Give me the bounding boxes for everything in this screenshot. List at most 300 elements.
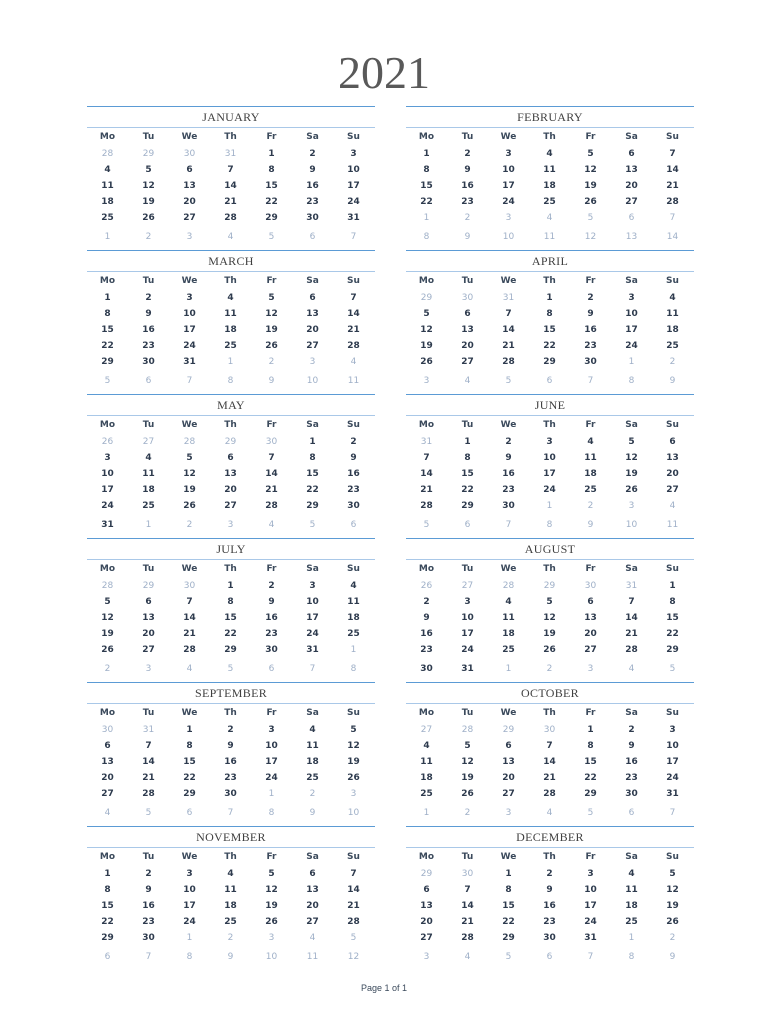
day-cell: 12 bbox=[461, 757, 474, 767]
day-cell: 11 bbox=[142, 469, 155, 479]
day-cell: 31 bbox=[306, 645, 319, 655]
adjacent-month-day: 3 bbox=[423, 376, 430, 386]
day-cell: 9 bbox=[628, 741, 635, 751]
day-cell: 7 bbox=[464, 885, 471, 895]
day-cell: 28 bbox=[461, 933, 474, 943]
adjacent-month-day: 7 bbox=[505, 520, 512, 530]
weekday-label: Fr bbox=[585, 564, 596, 574]
week-row bbox=[87, 290, 375, 306]
month-name: JULY bbox=[87, 538, 375, 560]
day-cell: 23 bbox=[142, 341, 155, 351]
adjacent-month-day: 3 bbox=[505, 808, 512, 818]
day-cell: 17 bbox=[666, 757, 679, 767]
weekday-label: Fr bbox=[585, 132, 596, 142]
weekday-label: Th bbox=[224, 276, 237, 286]
week-row bbox=[87, 578, 375, 594]
day-cell: 9 bbox=[350, 453, 357, 463]
month-name: JUNE bbox=[406, 394, 694, 416]
weekday-label: Mo bbox=[99, 276, 116, 286]
weekday-label: Su bbox=[666, 420, 679, 430]
adjacent-month-day: 28 bbox=[101, 581, 114, 591]
day-cell: 17 bbox=[265, 757, 278, 767]
day-cell: 16 bbox=[224, 757, 237, 767]
day-cell: 3 bbox=[669, 725, 676, 735]
day-cell: 4 bbox=[546, 149, 553, 159]
day-cell: 21 bbox=[224, 197, 237, 207]
adjacent-month-day: 2 bbox=[669, 933, 676, 943]
adjacent-month-day: 1 bbox=[186, 933, 193, 943]
day-cell: 18 bbox=[306, 757, 319, 767]
adjacent-month-day: 29 bbox=[420, 293, 433, 303]
day-cell: 3 bbox=[587, 869, 594, 879]
day-cell: 22 bbox=[543, 341, 556, 351]
day-cell: 26 bbox=[625, 485, 638, 495]
day-cell: 14 bbox=[265, 469, 278, 479]
day-cell: 27 bbox=[142, 645, 155, 655]
day-cell: 3 bbox=[104, 453, 111, 463]
day-cell: 24 bbox=[183, 917, 196, 927]
day-cell: 1 bbox=[186, 725, 193, 735]
adjacent-month-day: 7 bbox=[186, 376, 193, 386]
day-cell: 27 bbox=[502, 789, 515, 799]
month-february bbox=[406, 106, 694, 250]
weeks bbox=[406, 578, 694, 677]
day-cell: 18 bbox=[142, 485, 155, 495]
adjacent-month-day: 6 bbox=[268, 664, 275, 674]
weekday-label: Sa bbox=[625, 276, 638, 286]
day-cell: 10 bbox=[502, 165, 515, 175]
day-cell: 12 bbox=[101, 613, 114, 623]
day-cell: 28 bbox=[347, 917, 360, 927]
day-cell: 8 bbox=[587, 741, 594, 751]
adjacent-month-day: 3 bbox=[628, 501, 635, 511]
day-cell: 4 bbox=[505, 597, 512, 607]
month-june bbox=[406, 394, 694, 538]
week-row bbox=[406, 178, 694, 194]
day-cell: 12 bbox=[265, 309, 278, 319]
day-cell: 5 bbox=[268, 869, 275, 879]
day-cell: 22 bbox=[224, 629, 237, 639]
month-november bbox=[87, 826, 375, 970]
day-cell: 10 bbox=[306, 597, 319, 607]
adjacent-month-day: 30 bbox=[543, 725, 556, 735]
adjacent-month-day: 5 bbox=[587, 808, 594, 818]
day-cell: 18 bbox=[347, 613, 360, 623]
day-cell: 19 bbox=[183, 485, 196, 495]
day-cell: 20 bbox=[183, 197, 196, 207]
day-cell: 2 bbox=[268, 581, 275, 591]
adjacent-month-day: 6 bbox=[145, 376, 152, 386]
month-may bbox=[87, 394, 375, 538]
adjacent-month-day: 10 bbox=[306, 376, 319, 386]
adjacent-month-day: 7 bbox=[309, 664, 316, 674]
day-cell: 12 bbox=[420, 325, 433, 335]
day-cell: 18 bbox=[502, 629, 515, 639]
day-cell: 26 bbox=[265, 341, 278, 351]
weekday-label: Th bbox=[224, 132, 237, 142]
weekday-label: Tu bbox=[461, 564, 474, 574]
adjacent-month-day: 4 bbox=[350, 357, 357, 367]
day-cell: 1 bbox=[104, 869, 111, 879]
weekday-label: We bbox=[181, 420, 198, 430]
day-cell: 8 bbox=[423, 165, 430, 175]
day-cell: 13 bbox=[584, 613, 597, 623]
day-cell: 16 bbox=[306, 181, 319, 191]
weeks bbox=[406, 434, 694, 533]
week-row bbox=[406, 482, 694, 498]
day-cell: 22 bbox=[502, 917, 515, 927]
adjacent-month-day: 8 bbox=[423, 232, 430, 242]
week-row bbox=[87, 882, 375, 898]
day-cell: 18 bbox=[666, 325, 679, 335]
day-cell: 30 bbox=[420, 664, 433, 674]
day-cell: 21 bbox=[420, 485, 433, 495]
week-row bbox=[406, 754, 694, 770]
day-cell: 17 bbox=[183, 901, 196, 911]
weekday-label: Tu bbox=[461, 708, 474, 718]
week-row bbox=[406, 162, 694, 178]
day-cell: 29 bbox=[101, 357, 114, 367]
day-cell: 4 bbox=[669, 293, 676, 303]
day-cell: 7 bbox=[669, 149, 676, 159]
day-cell: 31 bbox=[584, 933, 597, 943]
day-cell: 15 bbox=[666, 613, 679, 623]
day-cell: 6 bbox=[628, 149, 635, 159]
day-cell: 7 bbox=[268, 453, 275, 463]
weekday-label: We bbox=[181, 132, 198, 142]
day-cell: 18 bbox=[224, 901, 237, 911]
page-footer: Page 1 of 1 bbox=[360, 983, 408, 993]
day-cell: 25 bbox=[142, 501, 155, 511]
day-cell: 10 bbox=[666, 741, 679, 751]
day-cell: 6 bbox=[309, 293, 316, 303]
day-cell: 9 bbox=[587, 309, 594, 319]
day-cell: 4 bbox=[227, 293, 234, 303]
weeks bbox=[87, 434, 375, 533]
adjacent-month-day: 31 bbox=[502, 293, 515, 303]
day-cell: 9 bbox=[145, 885, 152, 895]
week-row bbox=[87, 482, 375, 498]
adjacent-month-day: 3 bbox=[309, 357, 316, 367]
day-cell: 18 bbox=[101, 197, 114, 207]
weekday-label: Su bbox=[347, 852, 360, 862]
adjacent-month-day: 3 bbox=[186, 232, 193, 242]
weekday-label: Sa bbox=[625, 132, 638, 142]
day-cell: 28 bbox=[347, 341, 360, 351]
day-cell: 3 bbox=[350, 149, 357, 159]
day-cell: 11 bbox=[101, 181, 114, 191]
day-cell: 11 bbox=[347, 597, 360, 607]
month-october bbox=[406, 682, 694, 826]
day-cell: 25 bbox=[625, 917, 638, 927]
weekday-label: Fr bbox=[585, 276, 596, 286]
adjacent-month-day: 4 bbox=[546, 213, 553, 223]
day-cell: 21 bbox=[347, 325, 360, 335]
year-title: 2021 bbox=[338, 47, 430, 98]
day-cell: 28 bbox=[420, 501, 433, 511]
day-cell: 14 bbox=[347, 309, 360, 319]
weeks bbox=[406, 290, 694, 389]
adjacent-month-day: 5 bbox=[268, 232, 275, 242]
week-row bbox=[406, 626, 694, 642]
week-row bbox=[87, 210, 375, 226]
day-cell: 19 bbox=[142, 197, 155, 207]
weekday-label: Sa bbox=[625, 420, 638, 430]
adjacent-month-day: 8 bbox=[628, 952, 635, 962]
adjacent-month-day: 4 bbox=[464, 376, 471, 386]
day-cell: 22 bbox=[101, 341, 114, 351]
day-cell: 5 bbox=[104, 597, 111, 607]
day-cell: 19 bbox=[666, 901, 679, 911]
weeks bbox=[87, 722, 375, 821]
day-cell: 15 bbox=[183, 757, 196, 767]
adjacent-month-day: 11 bbox=[347, 376, 360, 386]
day-cell: 29 bbox=[502, 933, 515, 943]
day-cell: 21 bbox=[265, 485, 278, 495]
day-cell: 7 bbox=[628, 597, 635, 607]
adjacent-month-day: 28 bbox=[101, 149, 114, 159]
day-cell: 9 bbox=[464, 165, 471, 175]
day-cell: 7 bbox=[227, 165, 234, 175]
week-row bbox=[87, 898, 375, 914]
day-cell: 28 bbox=[224, 213, 237, 223]
month-name: NOVEMBER bbox=[87, 826, 375, 848]
day-cell: 2 bbox=[546, 869, 553, 879]
day-cell: 20 bbox=[666, 469, 679, 479]
day-cell: 2 bbox=[350, 437, 357, 447]
day-cell: 10 bbox=[183, 309, 196, 319]
weekday-label: Tu bbox=[461, 852, 474, 862]
adjacent-month-day: 4 bbox=[104, 808, 111, 818]
weekday-label: Th bbox=[224, 420, 237, 430]
adjacent-month-day: 28 bbox=[183, 437, 196, 447]
adjacent-month-day: 6 bbox=[186, 808, 193, 818]
adjacent-month-day: 28 bbox=[502, 581, 515, 591]
day-cell: 17 bbox=[502, 181, 515, 191]
day-cell: 13 bbox=[502, 757, 515, 767]
adjacent-month-day: 27 bbox=[461, 581, 474, 591]
weekday-label: We bbox=[500, 852, 517, 862]
day-cell: 1 bbox=[309, 437, 316, 447]
weekday-label: Fr bbox=[585, 708, 596, 718]
day-cell: 28 bbox=[265, 501, 278, 511]
day-cell: 19 bbox=[584, 181, 597, 191]
day-cell: 20 bbox=[142, 629, 155, 639]
day-cell: 20 bbox=[461, 341, 474, 351]
day-cell: 23 bbox=[461, 197, 474, 207]
day-cell: 11 bbox=[502, 613, 515, 623]
day-cell: 30 bbox=[347, 501, 360, 511]
day-cell: 20 bbox=[306, 325, 319, 335]
adjacent-month-day: 12 bbox=[584, 232, 597, 242]
adjacent-month-day: 4 bbox=[464, 952, 471, 962]
adjacent-month-day: 11 bbox=[543, 232, 556, 242]
adjacent-month-day: 5 bbox=[227, 664, 234, 674]
weekday-label: We bbox=[500, 276, 517, 286]
day-cell: 5 bbox=[628, 437, 635, 447]
day-cell: 9 bbox=[268, 597, 275, 607]
day-cell: 29 bbox=[224, 645, 237, 655]
adjacent-month-day: 5 bbox=[104, 376, 111, 386]
adjacent-month-day: 5 bbox=[587, 213, 594, 223]
day-cell: 28 bbox=[183, 645, 196, 655]
day-cell: 23 bbox=[420, 645, 433, 655]
day-cell: 27 bbox=[420, 933, 433, 943]
adjacent-month-day: 1 bbox=[628, 933, 635, 943]
week-row bbox=[87, 805, 375, 821]
day-cell: 16 bbox=[347, 469, 360, 479]
day-cell: 21 bbox=[183, 629, 196, 639]
adjacent-month-day: 29 bbox=[224, 437, 237, 447]
week-row bbox=[406, 930, 694, 946]
day-cell: 7 bbox=[145, 741, 152, 751]
day-cell: 27 bbox=[183, 213, 196, 223]
adjacent-month-day: 29 bbox=[543, 581, 556, 591]
day-cell: 22 bbox=[584, 773, 597, 783]
day-cell: 26 bbox=[461, 789, 474, 799]
week-row bbox=[406, 722, 694, 738]
day-cell: 16 bbox=[420, 629, 433, 639]
weekday-label: Mo bbox=[418, 132, 435, 142]
day-cell: 8 bbox=[309, 453, 316, 463]
adjacent-month-day: 2 bbox=[309, 789, 316, 799]
weekday-label: Fr bbox=[266, 420, 277, 430]
day-cell: 25 bbox=[543, 197, 556, 207]
day-cell: 23 bbox=[543, 917, 556, 927]
weekday-header-row bbox=[87, 274, 375, 288]
adjacent-month-day: 9 bbox=[268, 376, 275, 386]
week-row bbox=[406, 517, 694, 533]
weekday-label: Fr bbox=[266, 564, 277, 574]
week-row bbox=[406, 466, 694, 482]
day-cell: 5 bbox=[423, 309, 430, 319]
day-cell: 5 bbox=[350, 725, 357, 735]
week-row bbox=[406, 146, 694, 162]
weekday-label: Sa bbox=[306, 852, 319, 862]
month-september bbox=[87, 682, 375, 826]
weekday-label: Th bbox=[543, 852, 556, 862]
day-cell: 5 bbox=[669, 869, 676, 879]
day-cell: 19 bbox=[347, 757, 360, 767]
weekday-label: Fr bbox=[585, 852, 596, 862]
day-cell: 6 bbox=[227, 453, 234, 463]
week-row bbox=[406, 373, 694, 389]
weekday-header-row bbox=[406, 274, 694, 288]
day-cell: 13 bbox=[625, 165, 638, 175]
weekday-label: Mo bbox=[99, 564, 116, 574]
weekday-label: Tu bbox=[461, 276, 474, 286]
day-cell: 10 bbox=[101, 469, 114, 479]
adjacent-month-day: 3 bbox=[587, 664, 594, 674]
day-cell: 11 bbox=[584, 453, 597, 463]
adjacent-month-day: 1 bbox=[628, 357, 635, 367]
day-cell: 13 bbox=[183, 181, 196, 191]
week-row bbox=[406, 194, 694, 210]
day-cell: 26 bbox=[584, 197, 597, 207]
day-cell: 11 bbox=[306, 741, 319, 751]
day-cell: 14 bbox=[420, 469, 433, 479]
day-cell: 23 bbox=[142, 917, 155, 927]
day-cell: 8 bbox=[186, 741, 193, 751]
weekday-label: Sa bbox=[625, 708, 638, 718]
day-cell: 20 bbox=[420, 917, 433, 927]
adjacent-month-day: 13 bbox=[625, 232, 638, 242]
week-row bbox=[87, 338, 375, 354]
week-row bbox=[87, 517, 375, 533]
day-cell: 10 bbox=[625, 309, 638, 319]
weeks bbox=[87, 290, 375, 389]
day-cell: 27 bbox=[461, 357, 474, 367]
day-cell: 29 bbox=[666, 645, 679, 655]
day-cell: 21 bbox=[347, 901, 360, 911]
weekday-label: Fr bbox=[585, 420, 596, 430]
weekday-label: Tu bbox=[142, 852, 155, 862]
day-cell: 22 bbox=[183, 773, 196, 783]
weekday-label: Mo bbox=[418, 420, 435, 430]
month-name: MARCH bbox=[87, 250, 375, 272]
day-cell: 23 bbox=[265, 629, 278, 639]
day-cell: 5 bbox=[268, 293, 275, 303]
weekday-label: Su bbox=[666, 132, 679, 142]
week-row bbox=[406, 594, 694, 610]
day-cell: 23 bbox=[306, 197, 319, 207]
weekday-header-row bbox=[87, 850, 375, 864]
day-cell: 8 bbox=[104, 309, 111, 319]
day-cell: 19 bbox=[101, 629, 114, 639]
day-cell: 29 bbox=[306, 501, 319, 511]
weekday-label: Su bbox=[666, 708, 679, 718]
week-row bbox=[87, 786, 375, 802]
day-cell: 10 bbox=[183, 885, 196, 895]
day-cell: 14 bbox=[461, 901, 474, 911]
day-cell: 18 bbox=[584, 469, 597, 479]
day-cell: 8 bbox=[268, 165, 275, 175]
weekday-label: We bbox=[181, 708, 198, 718]
day-cell: 29 bbox=[461, 501, 474, 511]
week-row bbox=[406, 661, 694, 677]
day-cell: 11 bbox=[224, 309, 237, 319]
weekday-label: Su bbox=[347, 708, 360, 718]
day-cell: 27 bbox=[224, 501, 237, 511]
week-row bbox=[87, 626, 375, 642]
day-cell: 2 bbox=[145, 869, 152, 879]
adjacent-month-day: 9 bbox=[309, 808, 316, 818]
day-cell: 15 bbox=[543, 325, 556, 335]
adjacent-month-day: 2 bbox=[104, 664, 111, 674]
adjacent-month-day: 3 bbox=[227, 520, 234, 530]
day-cell: 14 bbox=[502, 325, 515, 335]
weekday-label: Sa bbox=[306, 708, 319, 718]
day-cell: 17 bbox=[306, 613, 319, 623]
day-cell: 6 bbox=[669, 437, 676, 447]
day-cell: 5 bbox=[186, 453, 193, 463]
day-cell: 9 bbox=[309, 165, 316, 175]
adjacent-month-day: 6 bbox=[350, 520, 357, 530]
day-cell: 31 bbox=[461, 664, 474, 674]
day-cell: 26 bbox=[420, 357, 433, 367]
day-cell: 26 bbox=[142, 213, 155, 223]
month-name: DECEMBER bbox=[406, 826, 694, 848]
weekday-label: Fr bbox=[266, 276, 277, 286]
day-cell: 25 bbox=[224, 917, 237, 927]
day-cell: 5 bbox=[464, 741, 471, 751]
day-cell: 24 bbox=[101, 501, 114, 511]
weekday-label: We bbox=[181, 852, 198, 862]
day-cell: 14 bbox=[625, 613, 638, 623]
day-cell: 11 bbox=[420, 757, 433, 767]
day-cell: 6 bbox=[186, 165, 193, 175]
day-cell: 27 bbox=[101, 789, 114, 799]
